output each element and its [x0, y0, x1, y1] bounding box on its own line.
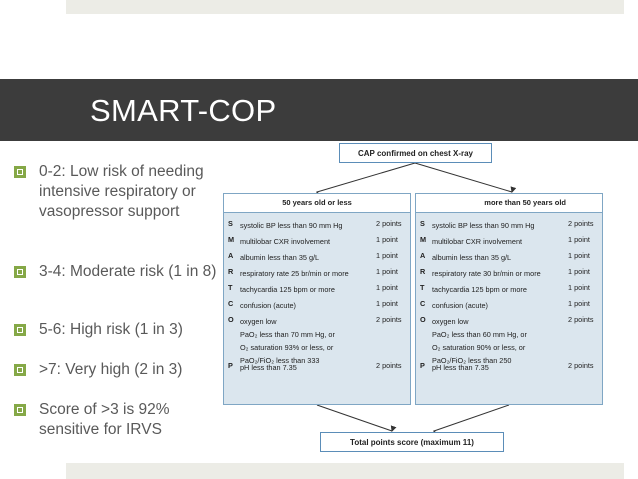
total-points-box: Total points score (maximum 11) — [320, 432, 504, 452]
criteria-points: 1 point — [568, 267, 590, 276]
criteria-main-text: pH less than 7.35 — [432, 363, 489, 372]
bullet-square-icon — [14, 324, 26, 336]
right-criteria-rows — [416, 213, 602, 377]
criteria-text — [240, 267, 370, 280]
bullet-text: Score of >3 is 92% sensitive for IRVS — [39, 401, 170, 438]
criteria-text — [240, 235, 370, 248]
criteria-main-text: multilobar CXR involvement — [432, 237, 523, 246]
cap-confirmed-box: CAP confirmed on chest X-ray — [339, 143, 492, 163]
criteria-points: 1 point — [376, 299, 398, 308]
left-criteria-panel — [223, 193, 411, 405]
criteria-text — [432, 267, 562, 280]
left-criteria-rows — [224, 213, 410, 377]
criteria-points: 2 points — [568, 219, 594, 228]
criteria-letter: A — [420, 251, 426, 260]
right-criteria-panel — [415, 193, 603, 405]
bottom-decor-band — [66, 463, 624, 479]
criteria-row — [224, 299, 410, 315]
criteria-letter: R — [228, 267, 234, 276]
criteria-points: 1 point — [568, 235, 590, 244]
criteria-text — [240, 315, 370, 367]
criteria-text — [240, 251, 370, 264]
criteria-letter: C — [228, 299, 234, 308]
criteria-text — [432, 283, 562, 296]
criteria-main-text: pH less than 7.35 — [240, 363, 297, 372]
criteria-main-text: respiratory rate 30 br/min or more — [432, 269, 541, 278]
criteria-main-text: systolic BP less than 90 mm Hg — [240, 221, 343, 230]
criteria-letter: T — [228, 283, 233, 292]
criteria-text — [240, 361, 370, 374]
criteria-row — [416, 251, 602, 267]
bullet-item — [0, 262, 216, 282]
criteria-row — [224, 361, 410, 377]
bullet-square-icon — [14, 266, 26, 278]
criteria-text — [432, 315, 562, 367]
criteria-row — [416, 219, 602, 235]
bullet-text: >7: Very high (2 in 3) — [39, 361, 183, 378]
bullet-item — [0, 162, 220, 222]
criteria-main-text: confusion (acute) — [432, 301, 488, 310]
criteria-main-text: systolic BP less than 90 mm Hg — [432, 221, 535, 230]
criteria-letter: S — [420, 219, 425, 228]
criteria-points: 2 points — [376, 361, 402, 370]
criteria-row — [416, 267, 602, 283]
bullet-text: 0-2: Low risk of needing intensive respiratory or vasopressor support — [39, 163, 204, 220]
criteria-text — [432, 251, 562, 264]
criteria-letter: O — [420, 315, 426, 324]
right-panel-header: more than 50 years old — [416, 194, 602, 213]
criteria-row — [416, 315, 602, 365]
arrow-from-left-column — [317, 405, 392, 431]
criteria-letter: O — [228, 315, 234, 324]
criteria-text — [240, 283, 370, 296]
criteria-row — [224, 283, 410, 299]
criteria-letter: P — [420, 361, 425, 370]
criteria-text — [432, 361, 562, 374]
criteria-letter: C — [420, 299, 426, 308]
criteria-row — [224, 219, 410, 235]
bullet-text: 5-6: High risk (1 in 3) — [39, 321, 183, 338]
criteria-main-text: tachycardia 125 bpm or more — [240, 285, 335, 294]
criteria-text — [432, 299, 562, 312]
criteria-row — [224, 267, 410, 283]
bullet-item — [0, 320, 183, 340]
criteria-text — [432, 219, 562, 232]
criteria-sub-text: O₂ saturation 90% or less, or — [432, 343, 526, 352]
criteria-text — [240, 299, 370, 312]
bullet-square-icon — [14, 364, 26, 376]
criteria-points: 2 points — [376, 315, 402, 324]
criteria-points: 2 points — [568, 361, 594, 370]
criteria-points: 1 point — [376, 283, 398, 292]
bullet-item — [0, 360, 182, 380]
criteria-row — [416, 361, 602, 377]
bullet-square-icon — [14, 166, 26, 178]
criteria-points: 1 point — [568, 283, 590, 292]
criteria-sub-text: O₂ saturation 93% or less, or — [240, 343, 334, 352]
criteria-letter: R — [420, 267, 426, 276]
bullet-text: 3-4: Moderate risk (1 in 8) — [39, 263, 217, 280]
criteria-main-text: confusion (acute) — [240, 301, 296, 310]
criteria-points: 1 point — [376, 267, 398, 276]
criteria-letter: M — [228, 235, 235, 244]
criteria-letter: T — [420, 283, 425, 292]
criteria-row — [416, 235, 602, 251]
criteria-row — [224, 315, 410, 365]
title-bar — [0, 79, 638, 141]
criteria-letter: A — [228, 251, 234, 260]
criteria-row — [224, 251, 410, 267]
smart-cop-diagram — [222, 143, 609, 463]
criteria-row — [224, 235, 410, 251]
left-panel-header: 50 years old or less — [224, 194, 410, 213]
criteria-points: 2 points — [568, 315, 594, 324]
criteria-main-text: respiratory rate 25 br/min or more — [240, 269, 349, 278]
criteria-points: 1 point — [376, 251, 398, 260]
criteria-main-text: tachycardia 125 bpm or more — [432, 285, 527, 294]
arrow-to-left-column — [317, 163, 415, 192]
criteria-letter: S — [228, 219, 233, 228]
criteria-sub-text: PaO₂/FiO₂ less than 250 — [432, 356, 512, 365]
criteria-letter: P — [228, 361, 233, 370]
criteria-text — [240, 219, 370, 232]
criteria-sub-text: PaO₂ less than 70 mm Hg, or — [240, 330, 335, 339]
arrow-to-right-column — [415, 163, 512, 192]
top-decor-band — [66, 0, 624, 14]
criteria-main-text: oxygen low — [240, 317, 277, 326]
criteria-row — [416, 299, 602, 315]
criteria-main-text: multilobar CXR involvement — [240, 237, 331, 246]
bullet-square-icon — [14, 404, 26, 416]
slide-title: SMART-COP — [90, 93, 277, 128]
arrow-from-right-column — [434, 405, 509, 431]
criteria-points: 1 point — [568, 251, 590, 260]
criteria-sub-text: PaO₂/FiO₂ less than 333 — [240, 356, 320, 365]
criteria-main-text: oxygen low — [432, 317, 469, 326]
bullet-item — [0, 400, 220, 440]
criteria-sub-text: PaO₂ less than 60 mm Hg, or — [432, 330, 527, 339]
criteria-points: 2 points — [376, 219, 402, 228]
criteria-main-text: albumin less than 35 g/L — [240, 253, 320, 262]
criteria-main-text: albumin less than 35 g/L — [432, 253, 512, 262]
criteria-points: 1 point — [568, 299, 590, 308]
criteria-points: 1 point — [376, 235, 398, 244]
criteria-letter: M — [420, 235, 427, 244]
criteria-row — [416, 283, 602, 299]
criteria-text — [432, 235, 562, 248]
